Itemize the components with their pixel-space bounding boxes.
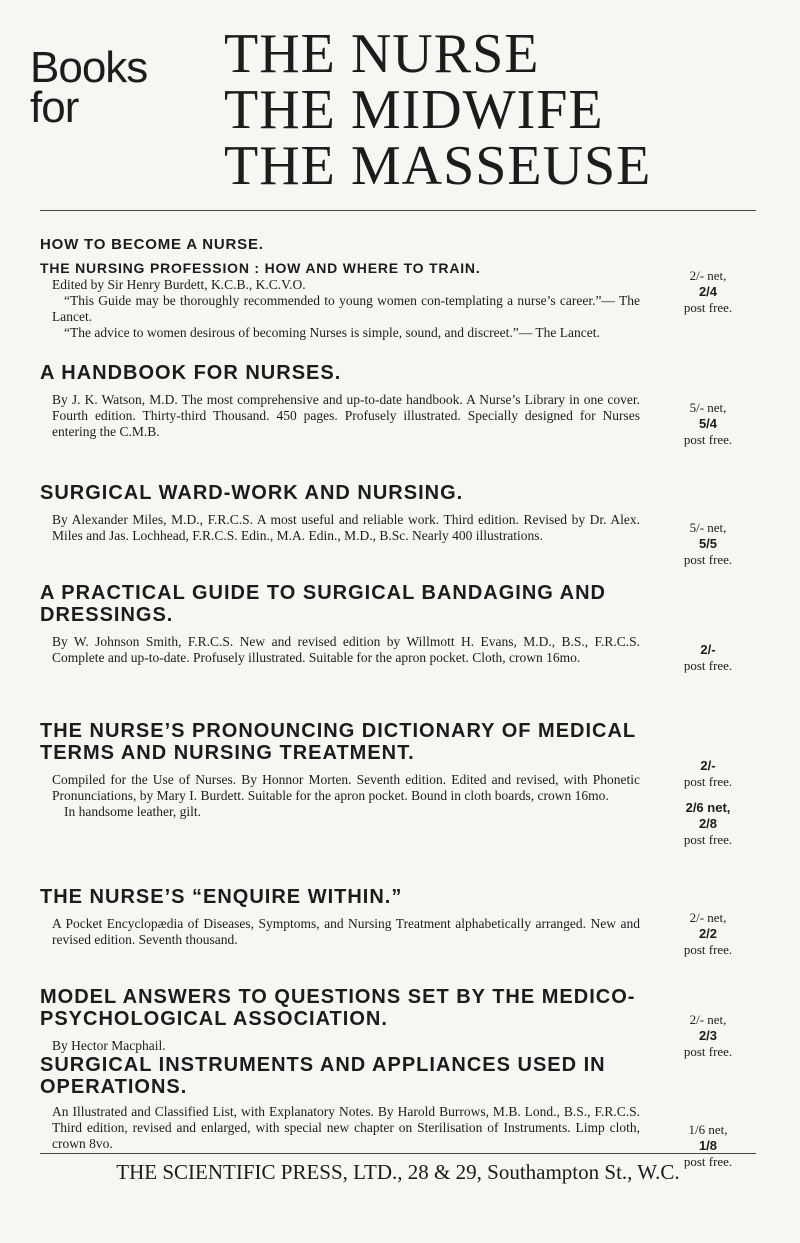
entry-title: SURGICAL INSTRUMENTS AND APPLIANCES USED IN OPERATIONS. bbox=[40, 1054, 606, 1098]
entry-how-to-become-a-nurse bbox=[40, 236, 756, 341]
price-line: post free. bbox=[683, 1154, 733, 1169]
entry-description bbox=[52, 512, 640, 544]
entry-title: HOW TO BECOME A NURSE. bbox=[40, 236, 264, 253]
entry-title: THE NURSE’S “ENQUIRE WITHIN.” bbox=[40, 886, 403, 908]
entry-title: A PRACTICAL GUIDE TO SURGICAL BANDAGING AND DRESSINGS. bbox=[40, 582, 606, 626]
entry-line: In handsome leather, gilt. bbox=[64, 804, 202, 819]
entry-description bbox=[52, 634, 640, 666]
entry-description bbox=[52, 1038, 640, 1054]
entry-surgical-instruments bbox=[40, 1054, 756, 1169]
footer-rule bbox=[40, 1153, 756, 1154]
entry-line: By Hector Macphail. bbox=[52, 1038, 166, 1053]
publisher-footer: THE SCIENTIFIC PRESS, LTD., 28 & 29, Southampton St., W.C. bbox=[116, 1160, 680, 1184]
price-line: 2/6 net, bbox=[685, 800, 731, 815]
entry-model-answers bbox=[40, 986, 756, 1059]
price-line: post free. bbox=[683, 658, 733, 673]
entry-price bbox=[660, 520, 756, 568]
entry-line: “The advice to women desirous of becoming Nurses is simple, sound, and discreet.”— The Lancet. bbox=[64, 325, 600, 340]
headline-line-nurse: THE NURSE bbox=[224, 23, 540, 85]
price-line: post free. bbox=[683, 300, 733, 315]
entry-price bbox=[660, 1012, 756, 1060]
entry-line: An Illustrated and Classified List, with Explanatory Notes. By Harold Burrows, M.B. Lond., B.S., F.R.C.S. Third edition, revised and enlarged, with special new chapter on Sterilisation of Instruments. Limp cloth, crown 8vo. bbox=[52, 1104, 640, 1151]
price-line: 2/8 bbox=[698, 816, 718, 831]
entry-practical-guide-bandaging bbox=[40, 582, 756, 673]
price-line: post free. bbox=[683, 432, 733, 447]
entry-description bbox=[40, 260, 640, 341]
entry-surgical-ward-work bbox=[40, 482, 756, 567]
price-line: 2/4 bbox=[698, 284, 718, 299]
headline-line-midwife: THE MIDWIFE bbox=[224, 79, 604, 141]
entry-line: Edited by Sir Henry Burdett, K.C.B., K.C.V.O. bbox=[52, 277, 306, 292]
price-line: 5/- net, bbox=[689, 400, 727, 415]
entry-price bbox=[660, 268, 756, 316]
entry-description bbox=[52, 916, 640, 948]
entry-enquire-within bbox=[40, 886, 756, 957]
price-line: 5/- net, bbox=[689, 520, 727, 535]
headline-line-masseuse: THE MASSEUSE bbox=[224, 135, 652, 197]
price-line: 2/- net, bbox=[689, 910, 727, 925]
entry-handbook-for-nurses bbox=[40, 362, 756, 447]
price-line: 2/- bbox=[700, 758, 716, 773]
entry-description bbox=[52, 1104, 640, 1152]
price-line: post free. bbox=[683, 942, 733, 957]
price-line: 2/- net, bbox=[689, 1012, 727, 1027]
books-word: Books bbox=[30, 43, 148, 92]
price-line: post free. bbox=[683, 832, 733, 847]
books-for-label bbox=[30, 43, 148, 132]
price-line: post free. bbox=[683, 1044, 733, 1059]
price-line: 2/- net, bbox=[689, 268, 727, 283]
entry-pronouncing-dictionary bbox=[40, 720, 756, 847]
price-line: post free. bbox=[683, 552, 733, 567]
entry-price bbox=[660, 400, 756, 448]
entry-description bbox=[52, 772, 640, 820]
entry-title: MODEL ANSWERS TO QUESTIONS SET BY THE MEDICO-PSYCHOLOGICAL ASSOCIATION. bbox=[40, 986, 636, 1030]
header-rule bbox=[40, 210, 756, 211]
entry-line: By W. Johnson Smith, F.R.C.S. New and revised edition by Willmott H. Evans, M.D., B.S., F.R.C.S. Complete and up-to-date. Profusely illustrated. Suitable for the apron pocket. Cloth, crown 16mo. bbox=[52, 634, 640, 665]
price-line: 2/2 bbox=[698, 926, 718, 941]
price-line: 5/5 bbox=[698, 536, 718, 551]
entry-subtitle: THE NURSING PROFESSION : HOW AND WHERE TO TRAIN. bbox=[40, 260, 481, 276]
for-word: for bbox=[30, 83, 79, 132]
price-line: 2/3 bbox=[698, 1028, 718, 1043]
entry-line: By J. K. Watson, M.D. The most comprehensive and up-to-date handbook. A Nurse’s Library in one cover. Fourth edition. Thirty-third Thousand. 450 pages. Profusely illustrated. Specially designed for Nurses entering the C.M.B. bbox=[52, 392, 640, 439]
entry-title: SURGICAL WARD-WORK AND NURSING. bbox=[40, 482, 464, 504]
entry-line: “This Guide may be thoroughly recommended to young women con-templating a nurse’s career.”— The Lancet. bbox=[52, 293, 640, 324]
entry-line: A Pocket Encyclopædia of Diseases, Symptoms, and Nursing Treatment alphabetically arranged. New and revised edition. Seventh thousand. bbox=[52, 916, 640, 947]
entry-line: By Alexander Miles, M.D., F.R.C.S. A most useful and reliable work. Third edition. Revised by Dr. Alex. Miles and Jas. Lochhead, F.R.C.S. Edin., M.A. Edin., M.D., B.Sc. Nearly 400 illustrations. bbox=[52, 512, 640, 543]
entry-title: THE NURSE’S PRONOUNCING DICTIONARY OF MEDICAL TERMS AND NURSING TREATMENT. bbox=[40, 720, 636, 764]
entry-title: A HANDBOOK FOR NURSES. bbox=[40, 362, 342, 384]
entry-line: Compiled for the Use of Nurses. By Honnor Morten. Seventh edition. Edited and revised, with Phonetic Pronunciations, by Mary I. Burdett. Suitable for the apron pocket. Bound in cloth boards, crown 16mo. bbox=[52, 772, 640, 803]
price-line: 1/6 net, bbox=[688, 1122, 728, 1137]
headline bbox=[224, 23, 652, 197]
price-line: 1/8 bbox=[698, 1138, 718, 1153]
entry-description bbox=[52, 392, 640, 440]
entry-price bbox=[660, 910, 756, 958]
entry-price bbox=[660, 642, 756, 674]
price-line: 2/- bbox=[700, 642, 716, 657]
entry-price bbox=[660, 758, 756, 848]
price-line: post free. bbox=[683, 774, 733, 789]
price-line: 5/4 bbox=[698, 416, 718, 431]
